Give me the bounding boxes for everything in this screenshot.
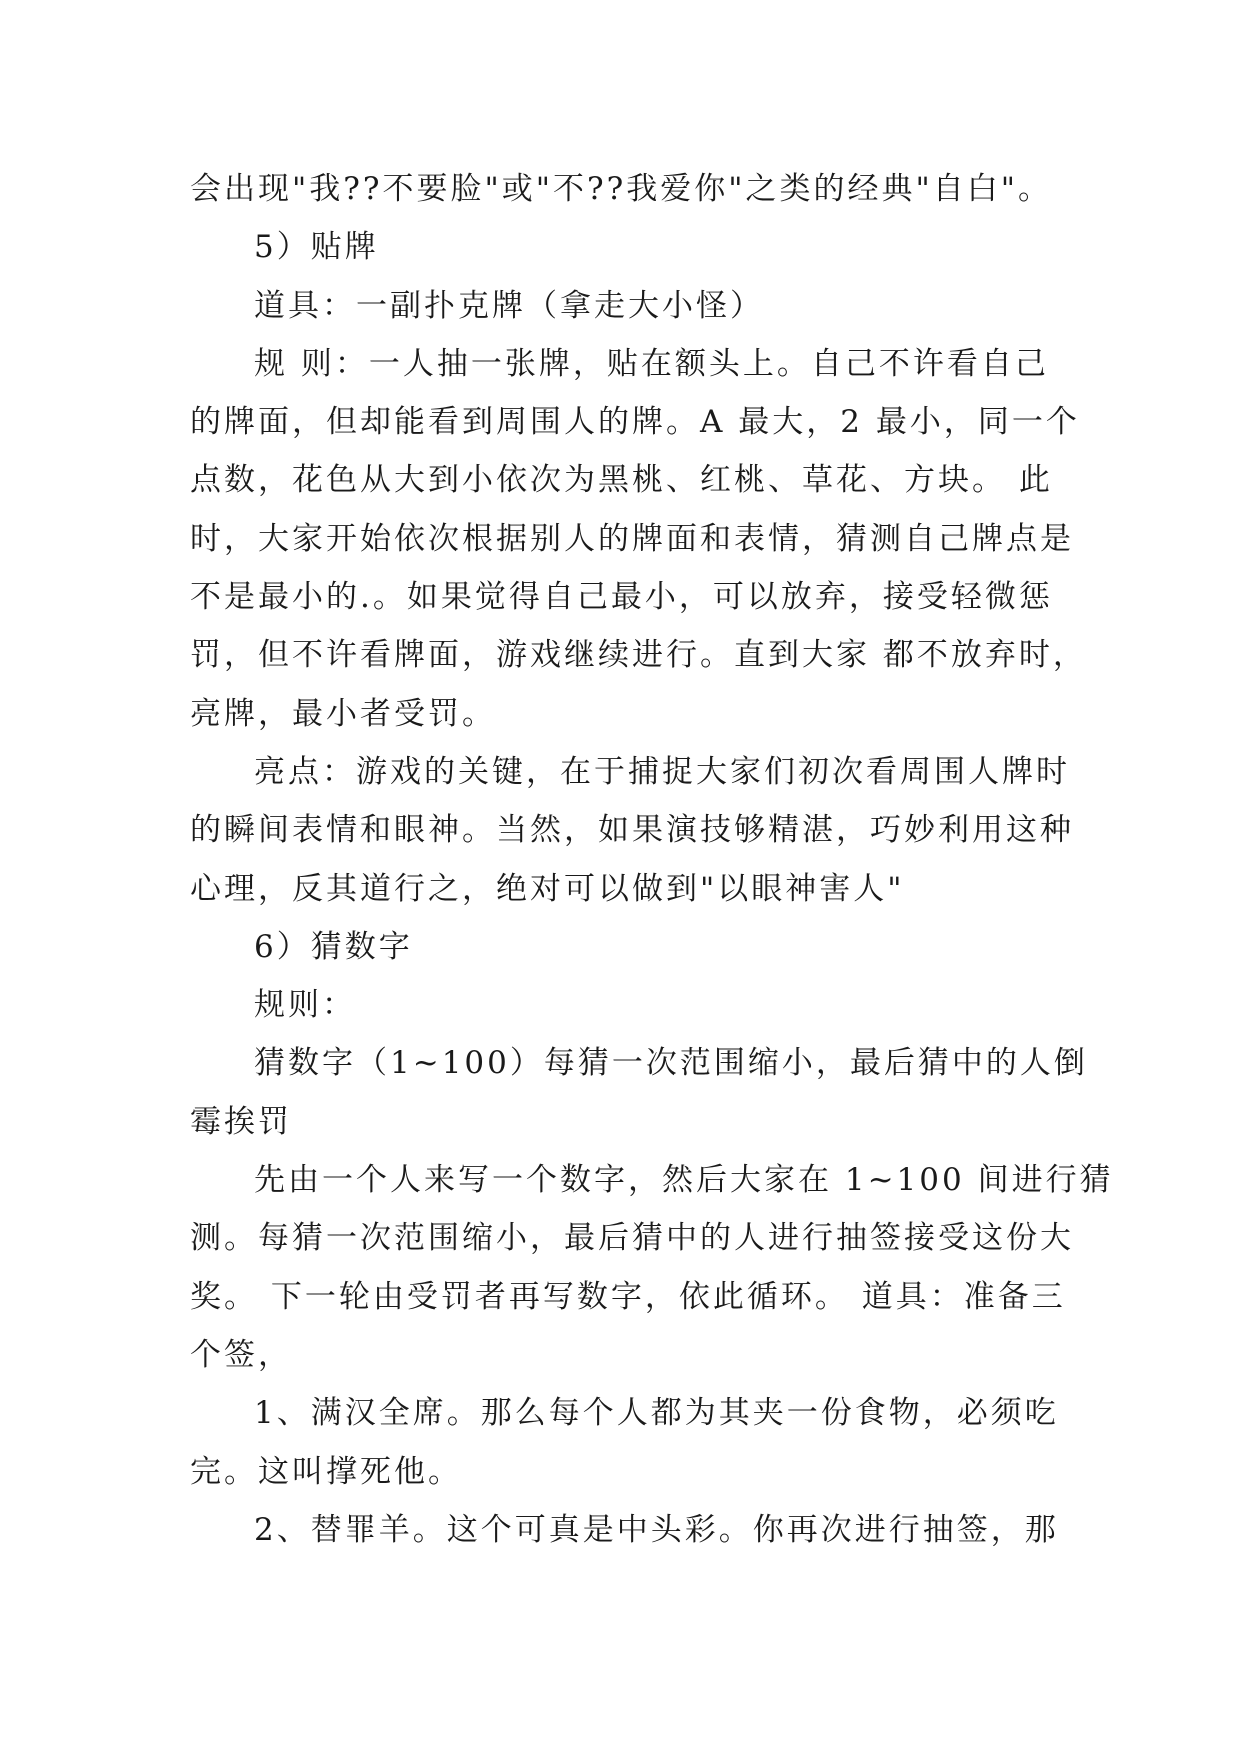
- text-line: 完。这叫撑死他。: [190, 1453, 462, 1490]
- text-line: 先由一个人来写一个数字，然后大家在 1~100 间进行猜: [254, 1162, 1114, 1199]
- text-line: 测。每猜一次范围缩小，最后猜中的人进行抽签接受这份大: [190, 1220, 1074, 1257]
- text-line: 道具：一副扑克牌（拿走大小怪）: [254, 287, 764, 324]
- text-line: 亮点：游戏的关键，在于捕捉大家们初次看周围人牌时: [254, 753, 1070, 790]
- text-line: 奖。 下一轮由受罚者再写数字，依此循环。 道具：准备三: [190, 1278, 1066, 1315]
- text-line: 亮牌，最小者受罚。: [190, 695, 496, 732]
- body-text: [190, 160, 1114, 1559]
- text-line: 猜数字（1~100）每猜一次范围缩小，最后猜中的人倒: [254, 1045, 1088, 1082]
- text-line: 霉挨罚: [190, 1103, 292, 1140]
- text-line: 罚，但不许看牌面，游戏继续进行。直到大家 都不放弃时，: [190, 637, 1087, 674]
- text-line: 规则：: [254, 987, 356, 1024]
- text-line: 不是最小的.。如果觉得自己最小，可以放弃，接受轻微惩: [190, 579, 1053, 616]
- text-line: 的瞬间表情和眼神。当然，如果演技够精湛，巧妙利用这种: [190, 812, 1074, 849]
- text-line: 5）贴牌: [254, 229, 379, 266]
- text-line: 2、替罪羊。这个可真是中头彩。你再次进行抽签，那: [254, 1511, 1059, 1548]
- text-line: 个签，: [190, 1336, 292, 1373]
- text-line: 的牌面，但却能看到周围人的牌。A 最大，2 最小，同一个: [190, 404, 1080, 441]
- text-line: 点数，花色从大到小依次为黑桃、红桃、草花、方块。 此: [190, 462, 1053, 499]
- text-line: 时，大家开始依次根据别人的牌面和表情，猜测自己牌点是: [190, 520, 1074, 557]
- text-line: 规 则：一人抽一张牌，贴在额头上。自己不许看自己: [254, 345, 1049, 382]
- text-line: 6）猜数字: [254, 928, 413, 965]
- text-line: 1、满汉全席。那么每个人都为其夹一份食物，必须吃: [254, 1395, 1059, 1432]
- text-line: 会出现"我??不要脸"或"不??我爱你"之类的经典"自白"。: [190, 171, 1053, 207]
- text-line: 心理，反其道行之，绝对可以做到"以眼神害人": [190, 870, 905, 907]
